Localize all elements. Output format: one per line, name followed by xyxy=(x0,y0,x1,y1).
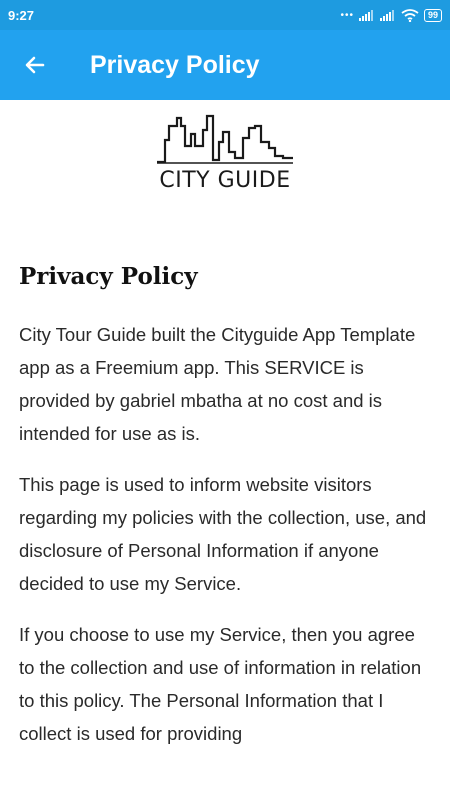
app-bar-title: Privacy Policy xyxy=(90,50,260,79)
back-button[interactable] xyxy=(0,30,70,100)
app-bar xyxy=(0,30,450,100)
status-time: 9:27 xyxy=(8,7,35,23)
policy-content[interactable] xyxy=(0,112,450,750)
status-bar xyxy=(0,0,450,30)
city-skyline-icon xyxy=(157,112,293,164)
signal-strength-2-icon xyxy=(380,9,396,21)
battery-icon: 99 xyxy=(424,9,442,22)
policy-paragraph-2: This page is used to inform website visitors regarding my policies with the collection, use, and disclosure of Personal Information if anyone decided to use my Service. xyxy=(19,474,427,594)
status-icons xyxy=(340,9,442,22)
city-guide-logo xyxy=(19,112,431,193)
page-heading: Privacy Policy xyxy=(19,263,198,290)
signal-strength-icon xyxy=(359,9,375,21)
arrow-left-icon xyxy=(23,53,47,77)
wifi-icon xyxy=(401,9,419,22)
notification-dots-icon: ••• xyxy=(340,9,354,21)
policy-paragraph-1: City Tour Guide built the Cityguide App Template app as a Freemium app. This SERVICE is provided by gabriel mbatha at no cost and is intended for use as is. xyxy=(19,324,416,444)
logo-text: CITY GUIDE xyxy=(159,168,291,193)
policy-paragraph-3: If you choose to use my Service, then you agree to the collection and use of information in relation to this policy. The Personal Information that I collect is used for providing xyxy=(19,624,422,744)
